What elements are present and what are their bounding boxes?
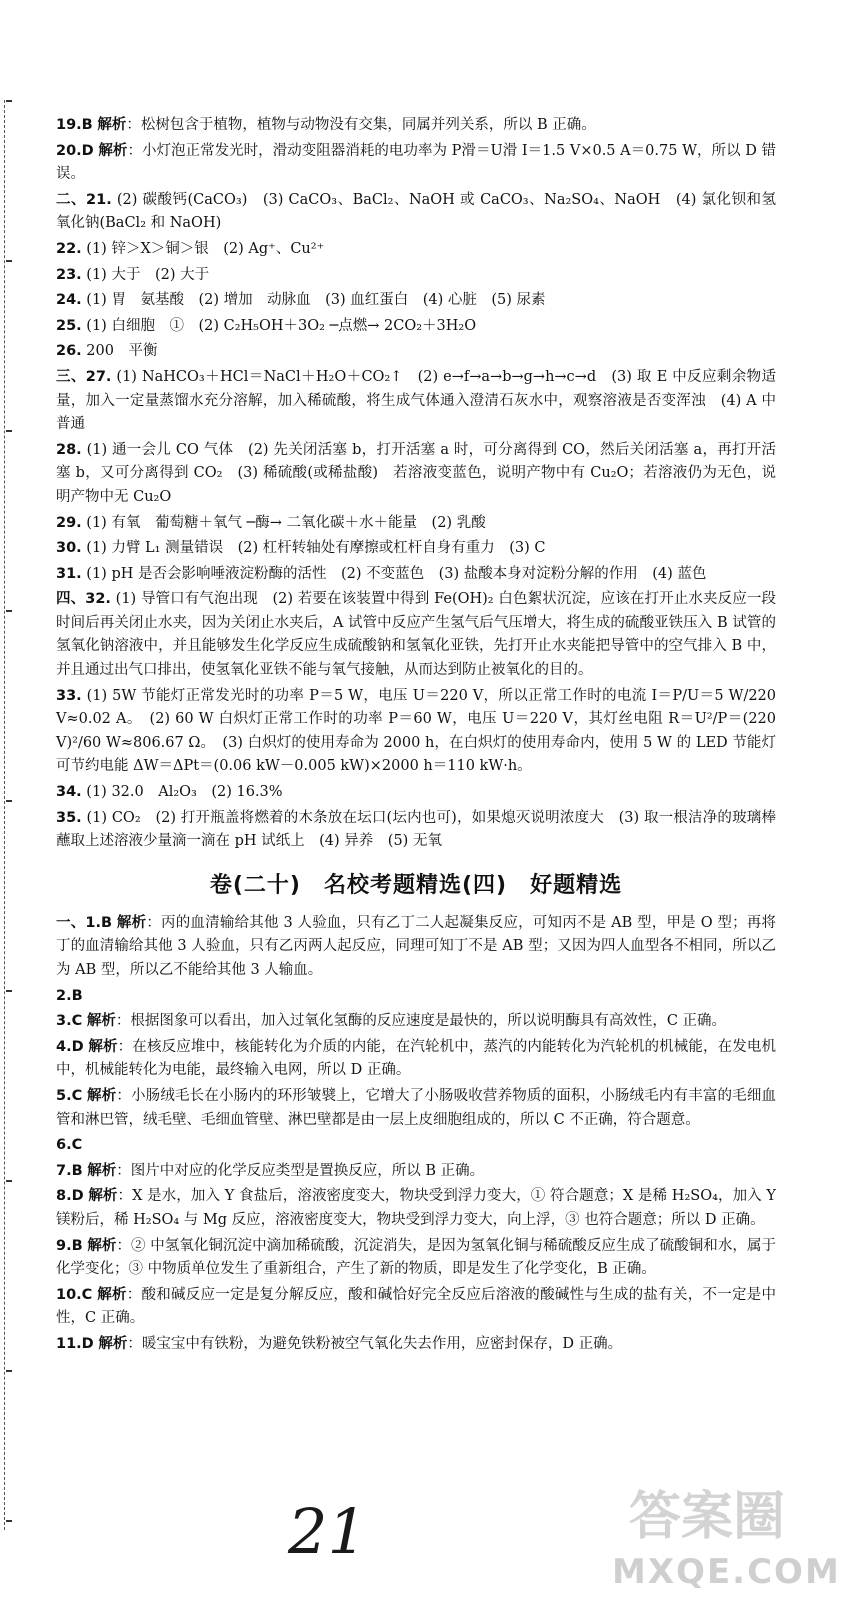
answer-item	[56, 188, 776, 236]
question-number: 9.B	[56, 1237, 83, 1254]
analysis-label: 解析	[116, 913, 147, 931]
answer-text: ：② 中氢氧化铜沉淀中滴加稀硫酸，沉淀消失，是因为氢氧化铜与稀硫酸反应生成了硫酸铜和水，属于化学变化；③ 中物质单位发生了重新组合，产生了新的物质，即是发生了化学变化，B 正确。	[56, 1237, 777, 1278]
binding-mark	[6, 800, 12, 802]
answer-item	[56, 113, 776, 138]
answer-text: (1) 白细胞 ① (2) C₂H₅OH＋3O₂ ─点燃→ 2CO₂＋3H₂O	[86, 317, 477, 334]
binding-mark	[6, 430, 12, 432]
answer-text: ：小肠绒毛长在小肠内的环形皱襞上，它增大了小肠吸收营养物质的面积，小肠绒毛内有丰富的毛细血管和淋巴管，绒毛壁、毛细血管壁、淋巴壁都是由一层上皮细胞组成的，所以 C 不正确，符合题意。	[56, 1087, 777, 1128]
answer-item	[56, 1283, 776, 1331]
answer-item	[56, 1184, 781, 1232]
answer-item	[56, 1084, 776, 1132]
analysis-label: 解析	[97, 116, 127, 133]
answer-item	[56, 314, 776, 339]
answer-item	[56, 1159, 776, 1184]
answer-text: ：根据图象可以看出，加入过氧化氢酶的反应速度是最快的，所以说明酶具有高效性，C 正确。	[115, 1013, 727, 1030]
answer-item	[56, 1234, 776, 1282]
question-number: 31.	[56, 565, 82, 582]
binding-mark	[6, 260, 12, 262]
answers-part-2	[56, 911, 781, 1357]
answer-item	[56, 984, 776, 1009]
question-number: 35.	[56, 809, 82, 826]
question-number: 5.C	[56, 1087, 83, 1104]
binding-line	[4, 100, 5, 1530]
question-number: 25.	[56, 317, 82, 334]
answer-item	[56, 1133, 776, 1158]
answer-text: 200 平衡	[86, 343, 158, 360]
answer-text: ：在核反应堆中，核能转化为介质的内能，在汽轮机中，蒸汽的内能转化为汽轮机的机械能，在发电机中，机械能转化为电能，最终输入电网，所以 D 正确。	[56, 1038, 777, 1079]
question-number: 7.B	[56, 1162, 83, 1179]
analysis-label: 解析	[98, 1334, 128, 1352]
answer-text: ：酸和碱反应一定是复分解反应，酸和碱恰好完全反应后溶液的酸碱性与生成的盐有关，不一定是中性，C 正确。	[56, 1286, 777, 1327]
answer-item	[56, 1009, 776, 1034]
answer-item	[56, 438, 776, 510]
answer-text: (1) 通一会儿 CO 气体 (2) 先关闭活塞 b，打开活塞 a 时，可分离得到 CO，然后关闭活塞 a，再打开活塞 b，又可分离得到 CO₂ (3) 稀硫酸(或稀盐酸) 若溶液变蓝色，说明产物中有 Cu₂O；若溶液仍为无色，说明产物中无 Cu₂O	[56, 441, 777, 505]
answer-item	[56, 139, 776, 187]
question-number: 四、32.	[56, 591, 111, 608]
binding-mark	[6, 1520, 12, 1522]
answer-item	[56, 339, 776, 364]
binding-mark	[6, 1370, 12, 1372]
question-number: 24.	[56, 292, 82, 309]
answer-text: (1) 锌＞X＞铜＞银 (2) Ag⁺、Cu²⁺	[86, 240, 325, 257]
binding-mark	[6, 100, 12, 102]
binding-mark	[6, 1180, 12, 1182]
analysis-label: 解析	[88, 1037, 118, 1055]
answer-text: ：小灯泡正常发光时，滑动变阻器消耗的电功率为 P滑＝U滑 I＝1.5 V×0.5 A＝0.75 W，所以 D 错误。	[56, 142, 777, 183]
answer-item	[56, 1035, 776, 1083]
answers-part-1	[56, 113, 781, 854]
question-number: 2.B	[56, 987, 83, 1004]
answer-text: ：图片中对应的化学反应类型是置换反应，所以 B 正确。	[116, 1162, 485, 1179]
answer-item	[56, 365, 776, 437]
question-number: 一、1.B	[56, 914, 113, 931]
question-number: 10.C	[56, 1286, 93, 1303]
question-number: 8.D	[56, 1188, 84, 1205]
answer-item	[56, 684, 781, 779]
question-number: 28.	[56, 441, 82, 458]
answer-text: (1) 5W 节能灯正常发光时的功率 P＝5 W，电压 U＝220 V，所以正常工作时的电流 I＝P/U＝5 W/220 V≈0.02 A。 (2) 60 W 白炽灯正常工作时的功率 P＝60 W，电压 U＝220 V，其灯丝电阻 R＝U²/P＝(220 V)²/60 W≈806.67 Ω。 (3) 白炽灯的使用寿命为 2000 h，在白炽灯的使用寿命内，使用 5 W 的 LED 节能灯可节约电能 ΔW＝ΔPt＝(0.06 kW－0.005 kW)×2000 h＝110 kW·h。	[56, 687, 781, 775]
question-number: 34.	[56, 784, 82, 801]
question-number: 11.D	[56, 1335, 94, 1352]
analysis-label: 解析	[98, 141, 128, 159]
answer-item	[56, 911, 776, 983]
analysis-label: 解析	[87, 1086, 117, 1104]
question-number: 23.	[56, 266, 82, 283]
answer-item	[56, 562, 776, 587]
analysis-label: 解析	[88, 1187, 118, 1205]
answer-item	[56, 587, 776, 682]
question-number: 33.	[56, 687, 82, 704]
section-heading: 卷(二十) 名校考题精选(四) 好题精选	[209, 872, 623, 898]
answer-item	[56, 806, 776, 854]
watermark-logo	[612, 1468, 841, 1600]
question-number: 26.	[56, 343, 82, 360]
question-number: 3.C	[56, 1013, 83, 1030]
question-number: 6.C	[56, 1137, 83, 1154]
answer-item	[56, 288, 776, 313]
answer-text: (1) CO₂ (2) 打开瓶盖将燃着的木条放在坛口(坛内也可)，如果熄灭说明浓度大 (3) 取一根洁净的玻璃棒蘸取上述溶液少量滴一滴在 pH 试纸上 (4) 异养 (5) 无氧	[56, 809, 776, 850]
watermark-domain: MXQE.COM	[612, 1552, 841, 1592]
answer-item	[56, 263, 776, 288]
answer-text: (1) 有氧 葡萄糖＋氧气 ─酶→ 二氧化碳＋水＋能量 (2) 乳酸	[86, 514, 486, 531]
question-number: 22.	[56, 240, 82, 257]
analysis-label: 解析	[97, 1285, 127, 1303]
watermark-chinese: 答案圈	[628, 1487, 785, 1547]
question-number: 29.	[56, 514, 82, 531]
answer-text: (1) pH 是否会影响唾液淀粉酶的活性 (2) 不变蓝色 (3) 盐酸本身对淀粉分解的作用 (4) 蓝色	[86, 565, 707, 582]
binding-mark	[6, 990, 12, 992]
question-number: 19.B	[56, 117, 93, 133]
answer-text: (2) 碳酸钙(CaCO₃) (3) CaCO₃、BaCl₂、NaOH 或 CaCO₃、Na₂SO₄、NaOH (4) 氯化钡和氢氧化钠(BaCl₂ 和 NaOH)	[56, 191, 777, 232]
question-number: 三、27.	[56, 368, 112, 385]
answer-item	[56, 780, 776, 805]
answer-text: (1) 力臂 L₁ 测量错误 (2) 杠杆转轴处有摩擦或杠杆自身有重力 (3) C	[86, 540, 546, 557]
handwritten-page-number: 21	[288, 1495, 367, 1568]
question-number: 二、21.	[56, 191, 112, 208]
question-number: 20.D	[56, 142, 94, 159]
answer-text: (1) 导管口有气泡出现 (2) 若要在该装置中得到 Fe(OH)₂ 白色絮状沉淀，应该在打开止水夹反应一段时间后再关闭止水夹，因为关闭止水夹后，A 试管中反应产生氢气后气压增大，将生成的硫酸亚铁压入 B 试管的氢氧化钠溶液中，并且能够发生化学反应生成硫酸钠和氢氧化亚铁，先打开止水夹能把导管中的空气排入 B 中，并且通过出气口排出，使氢氧化亚铁不能与氧气接触，从而达到防止被氧化的目的。	[56, 591, 777, 679]
answer-text: ：丙的血清输给其他 3 人验血，只有乙丁二人起凝集反应，可知丙不是 AB 型，甲是 O 型；再将丁的血清输给其他 3 人验血，只有乙丙两人起反应，同理可知丁不是 AB 型；又因为四人血型各不相同，所以乙为 AB 型，所以乙不能给其他 3 人输血。	[56, 914, 777, 978]
answer-text: (1) 大于 (2) 大于	[86, 266, 210, 283]
analysis-label: 解析	[86, 1012, 116, 1030]
answer-text: ：暖宝宝中有铁粉，为避免铁粉被空气氧化失去作用，应密封保存，D 正确。	[127, 1335, 623, 1352]
answer-text: ：松树包含于植物，植物与动物没有交集，同属并列关系，所以 B 正确。	[126, 117, 596, 133]
answer-item	[56, 237, 776, 262]
question-number: 4.D	[56, 1038, 84, 1055]
binding-mark	[6, 610, 12, 612]
question-number: 30.	[56, 540, 82, 557]
answer-text: ：X 是水，加入 Y 食盐后，溶液密度变大，物块受到浮力变大，① 符合题意；X 是稀 H₂SO₄，加入 Y 镁粉后，稀 H₂SO₄ 与 Mg 反应，溶液密度变大，物块受到浮力变大，向上浮，③ 也符合题意；所以 D 正确。	[56, 1188, 781, 1228]
answer-item	[56, 536, 776, 561]
analysis-label: 解析	[87, 1236, 117, 1254]
analysis-label: 解析	[87, 1161, 117, 1179]
answer-text: (1) NaHCO₃＋HCl＝NaCl＋H₂O＋CO₂↑ (2) e→f→a→b→g→h→c→d (3) 取 E 中反应剩余物适量，加入一定量蒸馏水充分溶解，加入稀硫酸，将生成气体通入澄清石灰水中，观察溶液是否变浑浊 (4) A 中普通	[56, 368, 777, 433]
answer-item	[56, 511, 776, 536]
answer-item	[56, 1332, 776, 1357]
answer-text: (1) 32.0 Al₂O₃ (2) 16.3%	[86, 784, 283, 801]
answer-content	[56, 113, 781, 1358]
answer-text: (1) 胃 氨基酸 (2) 增加 动脉血 (3) 血红蛋白 (4) 心脏 (5) 尿素	[86, 292, 546, 309]
